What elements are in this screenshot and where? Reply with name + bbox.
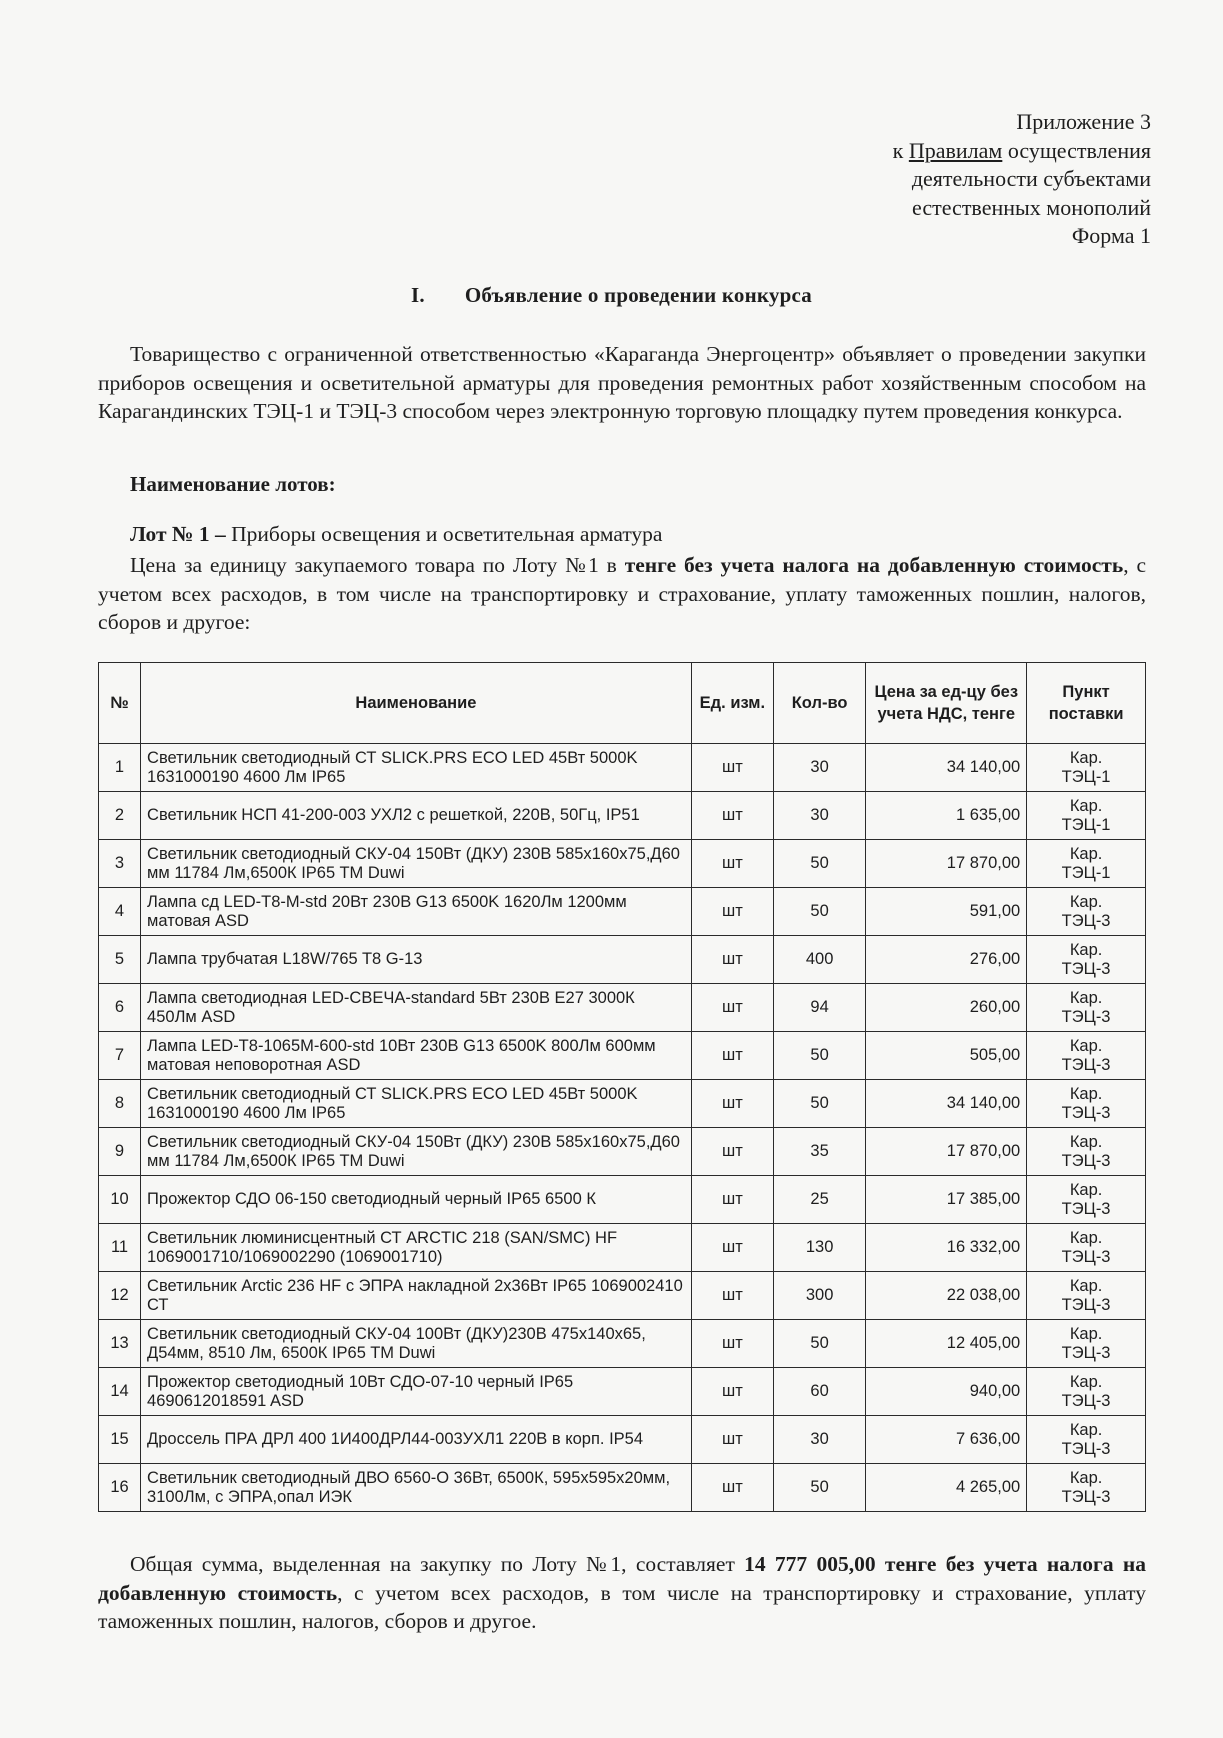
table-header-row	[99, 663, 1146, 744]
cell-num: 4	[99, 888, 141, 936]
table-row	[99, 1464, 1146, 1512]
cell-num: 6	[99, 984, 141, 1032]
cell-place	[1027, 1464, 1146, 1512]
place-line-1: Кар.	[1069, 796, 1103, 815]
cell-unit: шт	[691, 1080, 773, 1128]
cell-num: 15	[99, 1416, 141, 1464]
cell-name: Светильник светодиодный ДВО 6560-О 36Вт, 6500К, 595х595х20мм, 3100Лм, с ЭПРА,опал ИЭК	[141, 1464, 692, 1512]
cell-place	[1027, 1224, 1146, 1272]
appendix-line-2	[893, 137, 1151, 166]
table-row	[99, 1032, 1146, 1080]
cell-num: 9	[99, 1128, 141, 1176]
cell-price: 17 870,00	[866, 1128, 1027, 1176]
header-qty: Кол-во	[773, 663, 866, 744]
cell-num: 5	[99, 936, 141, 984]
total-paragraph	[98, 1550, 1146, 1636]
place-line-2: ТЭЦ-3	[1061, 1151, 1111, 1170]
cell-price: 22 038,00	[866, 1272, 1027, 1320]
table-row	[99, 1224, 1146, 1272]
lot-line	[130, 522, 662, 547]
cell-price: 591,00	[866, 888, 1027, 936]
place-line-2: ТЭЦ-1	[1061, 767, 1111, 786]
cell-num: 11	[99, 1224, 141, 1272]
place-line-2: ТЭЦ-3	[1061, 911, 1111, 930]
appendix-line-4: естественных монополий	[912, 194, 1151, 220]
cell-name: Светильник светодиодный СТ SLICK.PRS ECO LED 45Вт 5000K 1631000190 4600 Лм IP65	[141, 1080, 692, 1128]
cell-price: 260,00	[866, 984, 1027, 1032]
table-row	[99, 792, 1146, 840]
cell-price: 4 265,00	[866, 1464, 1027, 1512]
section-number: I.	[411, 283, 425, 307]
cell-name: Светильник светодиодный СТ SLICK.PRS ECO LED 45Вт 5000K 1631000190 4600 Лм IP65	[141, 744, 692, 792]
cell-qty: 30	[773, 1416, 866, 1464]
place-line-2: ТЭЦ-3	[1061, 1439, 1111, 1458]
place-line-1: Кар.	[1069, 1132, 1103, 1151]
cell-qty: 30	[773, 744, 866, 792]
place-line-1: Кар.	[1069, 1276, 1103, 1295]
price-note-bold: тенге без учета налога на добавленную стоимость	[624, 553, 1124, 577]
cell-qty: 400	[773, 936, 866, 984]
intro-paragraph: Товарищество с ограниченной ответственностью «Караганда Энергоцентр» объявляет о проведении закупки приборов освещения и осветительной арматуры для проведения ремонтных работ хозяйственным способом на Карагандинских ТЭЦ-1 и ТЭЦ-3 способом через электронную торговую площадку путем проведения конкурса.	[98, 342, 1146, 423]
cell-name: Светильник светодиодный СКУ-04 150Вт (ДКУ) 230В 585х160х75,Д60 мм 11784 Лм,6500К IP65 TM Duwi	[141, 840, 692, 888]
cell-num: 10	[99, 1176, 141, 1224]
place-line-1: Кар.	[1069, 1228, 1103, 1247]
place-line-2: ТЭЦ-3	[1061, 1247, 1111, 1266]
cell-num: 12	[99, 1272, 141, 1320]
cell-price: 12 405,00	[866, 1320, 1027, 1368]
cell-price: 505,00	[866, 1032, 1027, 1080]
cell-qty: 50	[773, 1320, 866, 1368]
cell-place	[1027, 984, 1146, 1032]
place-line-2: ТЭЦ-3	[1061, 959, 1111, 978]
place-line-2: ТЭЦ-3	[1061, 1295, 1111, 1314]
place-line-1: Кар.	[1069, 1324, 1103, 1343]
cell-unit: шт	[691, 1224, 773, 1272]
cell-qty: 50	[773, 1464, 866, 1512]
cell-num: 1	[99, 744, 141, 792]
place-line-1: Кар.	[1069, 1180, 1103, 1199]
cell-qty: 50	[773, 840, 866, 888]
cell-unit: шт	[691, 840, 773, 888]
cell-place	[1027, 888, 1146, 936]
cell-price: 34 140,00	[866, 1080, 1027, 1128]
cell-qty: 130	[773, 1224, 866, 1272]
header-unit: Ед. изм.	[691, 663, 773, 744]
cell-place	[1027, 1032, 1146, 1080]
cell-unit: шт	[691, 792, 773, 840]
cell-name: Светильник люминисцентный СТ ARCTIC 218 (SAN/SMC) HF 1069001710/1069002290 (1069001710)	[141, 1224, 692, 1272]
cell-name: Светильник светодиодный СКУ-04 100Вт (ДКУ)230В 475х140х65, Д54мм, 8510 Лм, 6500К IP65 TM Duwi	[141, 1320, 692, 1368]
cell-place	[1027, 792, 1146, 840]
appendix-line-1: Приложение 3	[1016, 109, 1151, 134]
cell-price: 7 636,00	[866, 1416, 1027, 1464]
cell-qty: 300	[773, 1272, 866, 1320]
total-bold: 14 777 005,00 тенге без учета налога на добавленную стоимость	[98, 1552, 1146, 1605]
place-line-1: Кар.	[1069, 1372, 1103, 1391]
section-title	[0, 283, 1223, 308]
place-line-2: ТЭЦ-3	[1061, 1055, 1111, 1074]
header-num: №	[99, 663, 141, 744]
section-title-text: Объявление о проведении конкурса	[464, 283, 812, 307]
cell-num: 3	[99, 840, 141, 888]
cell-name: Прожектор СДО 06-150 светодиодный черный IP65 6500 К	[141, 1176, 692, 1224]
total-part2: , с учетом всех расходов, в том числе на транспортировку и страхование, уплату таможенных пошлин, налогов, сборов и другое.	[98, 1580, 1146, 1633]
cell-qty: 94	[773, 984, 866, 1032]
cell-qty: 35	[773, 1128, 866, 1176]
cell-price: 1 635,00	[866, 792, 1027, 840]
place-line-2: ТЭЦ-3	[1061, 1199, 1111, 1218]
cell-unit: шт	[691, 744, 773, 792]
cell-unit: шт	[691, 1368, 773, 1416]
table-row	[99, 888, 1146, 936]
cell-price: 16 332,00	[866, 1224, 1027, 1272]
cell-num: 2	[99, 792, 141, 840]
cell-price: 940,00	[866, 1368, 1027, 1416]
place-line-1: Кар.	[1069, 988, 1103, 1007]
cell-unit: шт	[691, 936, 773, 984]
place-line-1: Кар.	[1069, 1036, 1103, 1055]
cell-qty: 25	[773, 1176, 866, 1224]
cell-qty: 50	[773, 1032, 866, 1080]
cell-name: Лампа светодиодная LED-СВЕЧА-standard 5Вт 230В Е27 3000К 450Лм ASD	[141, 984, 692, 1032]
cell-unit: шт	[691, 1320, 773, 1368]
appendix-header	[893, 108, 1151, 251]
place-line-1: Кар.	[1069, 892, 1103, 911]
cell-num: 7	[99, 1032, 141, 1080]
appendix-line-2-suffix: осуществления	[1002, 137, 1151, 163]
place-line-2: ТЭЦ-3	[1061, 1103, 1111, 1122]
place-line-1: Кар.	[1069, 1468, 1103, 1487]
place-line-1: Кар.	[1069, 940, 1103, 959]
place-line-2: ТЭЦ-1	[1061, 815, 1111, 834]
table-row	[99, 1176, 1146, 1224]
price-note-part2: , с учетом всех расходов, в том числе на транспортировку и страхование, уплату таможенных пошлин, налогов, сборов и другое:	[98, 553, 1146, 634]
table-row	[99, 1368, 1146, 1416]
lots-heading: Наименование лотов:	[130, 472, 336, 496]
cell-unit: шт	[691, 1464, 773, 1512]
cell-price: 17 870,00	[866, 840, 1027, 888]
header-price: Цена за ед-цу без учета НДС, тенге	[866, 663, 1027, 744]
appendix-line-5: Форма 1	[1071, 223, 1151, 248]
cell-price: 34 140,00	[866, 744, 1027, 792]
appendix-line-3: деятельности субъектами	[911, 166, 1151, 191]
cell-place	[1027, 840, 1146, 888]
cell-unit: шт	[691, 1128, 773, 1176]
cell-name: Лампа трубчатая L18W/765 T8 G-13	[141, 936, 692, 984]
cell-name: Светильник светодиодный СКУ-04 150Вт (ДКУ) 230В 585х160х75,Д60 мм 11784 Лм,6500К IP65 TM Duwi	[141, 1128, 692, 1176]
price-note-part1: Цена за единицу закупаемого товара по Лоту №1 в	[130, 553, 625, 577]
place-line-1: Кар.	[1069, 844, 1103, 863]
cell-name: Лампа LED-T8-1065M-600-std 10Вт 230В G13 6500K 800Лм 600мм матовая неповоротная ASD	[141, 1032, 692, 1080]
cell-price: 276,00	[866, 936, 1027, 984]
table-body	[99, 744, 1146, 1512]
cell-num: 16	[99, 1464, 141, 1512]
table-row	[99, 936, 1146, 984]
cell-name: Прожектор светодиодный 10Вт СДО-07-10 черный IP65 4690612018591 ASD	[141, 1368, 692, 1416]
table-row	[99, 1080, 1146, 1128]
total-part1: Общая сумма, выделенная на закупку по Лоту №1, составляет	[130, 1552, 745, 1576]
cell-qty: 30	[773, 792, 866, 840]
cell-unit: шт	[691, 888, 773, 936]
cell-place	[1027, 1416, 1146, 1464]
cell-qty: 60	[773, 1368, 866, 1416]
table-row	[99, 840, 1146, 888]
cell-qty: 50	[773, 1080, 866, 1128]
cell-place	[1027, 1080, 1146, 1128]
place-line-2: ТЭЦ-3	[1061, 1487, 1111, 1506]
rules-link: Правилам	[908, 137, 1003, 163]
place-line-1: Кар.	[1069, 748, 1103, 767]
table-row	[99, 1416, 1146, 1464]
place-line-2: ТЭЦ-3	[1061, 1391, 1111, 1410]
table-row	[99, 744, 1146, 792]
place-line-2: ТЭЦ-1	[1061, 863, 1111, 882]
cell-num: 14	[99, 1368, 141, 1416]
cell-place	[1027, 1272, 1146, 1320]
place-line-2: ТЭЦ-3	[1061, 1343, 1111, 1362]
cell-unit: шт	[691, 1176, 773, 1224]
cell-num: 13	[99, 1320, 141, 1368]
cell-place	[1027, 1320, 1146, 1368]
price-note-paragraph	[98, 551, 1146, 637]
lot-label: Лот № 1 –	[130, 522, 226, 546]
place-line-2: ТЭЦ-3	[1061, 1007, 1111, 1026]
appendix-line-2-prefix: к	[892, 137, 909, 163]
cell-name: Лампа сд LED-T8-M-std 20Вт 230В G13 6500K 1620Лм 1200мм матовая ASD	[141, 888, 692, 936]
header-name: Наименование	[141, 663, 692, 744]
cell-qty: 50	[773, 888, 866, 936]
lot-name: Приборы освещения и осветительная арматура	[225, 522, 663, 546]
cell-name: Светильник НСП 41-200-003 УХЛ2 с решеткой, 220В, 50Гц, IP51	[141, 792, 692, 840]
cell-place	[1027, 1128, 1146, 1176]
cell-unit: шт	[691, 1032, 773, 1080]
cell-num: 8	[99, 1080, 141, 1128]
table-row	[99, 1320, 1146, 1368]
cell-unit: шт	[691, 1272, 773, 1320]
items-table	[98, 662, 1146, 1512]
table-row	[99, 1272, 1146, 1320]
cell-name: Дроссель ПРА ДРЛ 400 1И400ДРЛ44-003УХЛ1 220В в корп. IP54	[141, 1416, 692, 1464]
header-place: Пункт поставки	[1027, 663, 1146, 744]
cell-unit: шт	[691, 984, 773, 1032]
table-row	[99, 984, 1146, 1032]
cell-price: 17 385,00	[866, 1176, 1027, 1224]
cell-place	[1027, 744, 1146, 792]
cell-unit: шт	[691, 1416, 773, 1464]
place-line-1: Кар.	[1069, 1084, 1103, 1103]
table-row	[99, 1128, 1146, 1176]
cell-place	[1027, 936, 1146, 984]
cell-name: Светильник Arctic 236 HF с ЭПРА накладной 2х36Вт IP65 1069002410 СТ	[141, 1272, 692, 1320]
cell-place	[1027, 1368, 1146, 1416]
place-line-1: Кар.	[1069, 1420, 1103, 1439]
cell-place	[1027, 1176, 1146, 1224]
